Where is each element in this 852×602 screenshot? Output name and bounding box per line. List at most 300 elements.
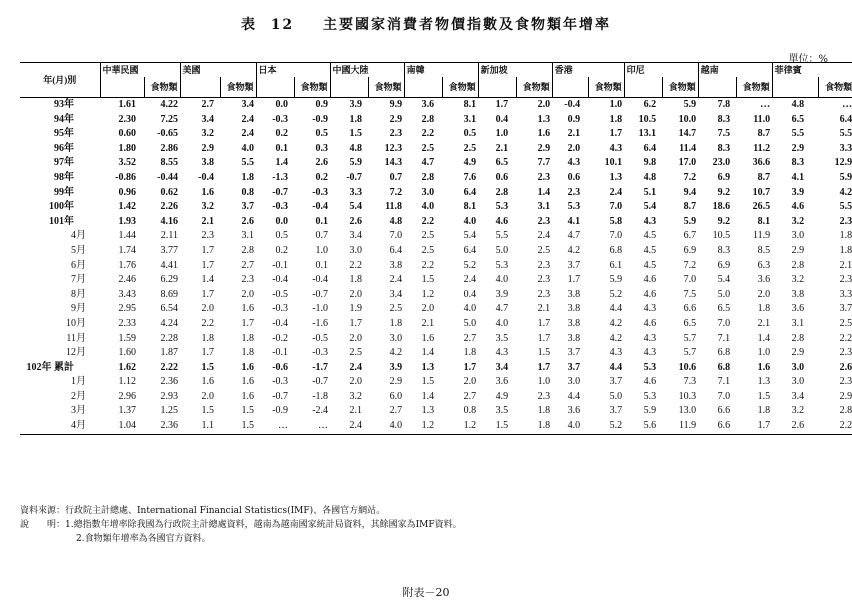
table-row xyxy=(20,142,852,157)
table-cell: 5.3 xyxy=(495,201,509,213)
table-cell: 5.7 xyxy=(683,347,697,359)
table-cell: 2.8 xyxy=(839,405,852,417)
table-cell: 1.2 xyxy=(404,419,436,434)
source-note: 資料來源：行政院主計總處、International Financial Statistics(IMF)、各國官方網站。 xyxy=(20,506,386,516)
table-cell: 7.2 xyxy=(683,259,697,271)
table-cell: 2.22 xyxy=(160,361,179,373)
table-row xyxy=(20,215,852,230)
table-cell: 2.95 xyxy=(118,303,136,315)
table-cell: 1.59 xyxy=(118,332,136,344)
row-label: 3月 xyxy=(71,405,86,417)
table-cell: 2.2 xyxy=(839,332,852,344)
table-cell: 4.0 xyxy=(421,201,435,213)
table-cell: 1.04 xyxy=(100,419,138,434)
table-cell: 3.2 xyxy=(349,390,363,402)
table-cell: 2.4 xyxy=(389,274,403,286)
table-cell: 1.7 xyxy=(201,347,215,359)
table-cell: 1.0 xyxy=(537,376,551,388)
table-cell: 18.6 xyxy=(712,201,731,213)
table-cell: -0.7 xyxy=(312,376,329,388)
table-cell: 4.16 xyxy=(160,215,179,227)
row-label: 8月 xyxy=(71,288,86,300)
table-cell: 1.7 xyxy=(201,288,215,300)
table-cell: 8.3 xyxy=(717,142,731,154)
table-cell: 3.7 xyxy=(241,201,255,213)
table-cell: 2.0 xyxy=(349,376,363,388)
table-cell: 4.5 xyxy=(643,244,657,256)
table-cell: -0.86 xyxy=(115,171,136,183)
table-cell: 8.3 xyxy=(717,244,731,256)
table-cell: 2.46 xyxy=(118,274,136,286)
table-cell: 3.4 xyxy=(791,390,805,402)
table-cell: 3.0 xyxy=(349,244,363,256)
table-cell: -1.8 xyxy=(312,390,329,402)
table-cell: 7.0 xyxy=(389,230,403,242)
table-cell: 4.3 xyxy=(643,215,657,227)
table-row xyxy=(20,273,852,288)
table-cell: 1.8 xyxy=(510,419,552,434)
table-cell: 6.4 xyxy=(463,186,477,198)
table-cell: 8.1 xyxy=(463,99,477,110)
table-cell: 0.8 xyxy=(463,405,477,417)
food-header: 食物類 xyxy=(436,77,478,98)
table-cell: 2.8 xyxy=(241,244,255,256)
table-cell: 4.0 xyxy=(241,142,255,154)
table-row xyxy=(20,390,852,405)
total-index-header xyxy=(330,77,364,98)
table-cell: -0.4 xyxy=(312,201,329,213)
table-cell: 1.6 xyxy=(757,361,771,373)
table-cell: 0.4 xyxy=(463,288,477,300)
table-cell: 7.1 xyxy=(717,376,731,388)
table-cell: 4.6 xyxy=(643,274,657,286)
table-cell: 3.7 xyxy=(839,303,852,315)
table-cell: 3.52 xyxy=(118,157,136,169)
table-cell: 0.5 xyxy=(463,128,477,140)
table-cell: 5.5 xyxy=(495,230,509,242)
table-cell: 7.3 xyxy=(683,376,697,388)
table-cell: 2.3 xyxy=(567,186,581,198)
row-label: 6月 xyxy=(71,259,86,271)
table-cell: 4.8 xyxy=(791,99,805,110)
page-title xyxy=(0,14,852,34)
row-label: 95年 xyxy=(54,128,74,140)
table-cell: 1.0 xyxy=(757,347,771,359)
table-cell: 7.5 xyxy=(717,128,731,140)
table-cell: 1.7 xyxy=(495,99,509,110)
table-cell: 1.7 xyxy=(201,259,215,271)
table-cell: 2.9 xyxy=(201,142,215,154)
table-cell: 10.0 xyxy=(678,113,697,125)
table-cell: 1.3 xyxy=(757,376,771,388)
table-cell: 1.7 xyxy=(537,332,551,344)
table-cell: 3.8 xyxy=(567,288,581,300)
table-cell: 0.1 xyxy=(315,215,329,227)
country-header: 菲律賓 xyxy=(772,63,852,78)
table-cell: 2.3 xyxy=(537,390,551,402)
table-cell: 2.5 xyxy=(421,230,435,242)
table-cell: 1.5 xyxy=(201,405,215,417)
table-cell: 5.9 xyxy=(643,405,657,417)
table-cell: 0.7 xyxy=(315,230,329,242)
table-cell: 3.8 xyxy=(567,317,581,329)
total-index-header xyxy=(772,77,806,98)
country-header: 日本 xyxy=(256,63,330,78)
table-cell: 8.69 xyxy=(160,288,179,300)
table-cell: 2.7 xyxy=(241,259,255,271)
row-label: 93年 xyxy=(54,99,74,110)
table-cell: 2.5 xyxy=(537,244,551,256)
table-cell: 2.2 xyxy=(421,128,435,140)
table-cell: 2.4 xyxy=(463,274,477,286)
table-cell: 3.9 xyxy=(495,288,509,300)
table-cell: 1.5 xyxy=(537,347,551,359)
table-cell: 11.0 xyxy=(753,113,771,125)
table-cell: 4.7 xyxy=(421,157,435,169)
table-cell: 4.7 xyxy=(495,303,509,315)
table-cell: 0.2 xyxy=(315,171,329,183)
table-cell: 5.3 xyxy=(567,201,581,213)
table-cell: 3.5 xyxy=(495,405,509,417)
table-cell: -1.3 xyxy=(272,171,289,183)
table-cell: 3.4 xyxy=(389,288,403,300)
table-cell: 3.7 xyxy=(567,361,581,373)
table-cell: 2.0 xyxy=(463,376,477,388)
table-cell: 26.5 xyxy=(752,201,771,213)
table-cell: 0.6 xyxy=(567,171,581,183)
table-cell: 6.8 xyxy=(717,361,731,373)
table-cell: 11.2 xyxy=(753,142,771,154)
table-cell: 5.2 xyxy=(463,259,477,271)
table-cell: 10.7 xyxy=(752,186,771,198)
table-cell: 2.93 xyxy=(160,390,179,402)
table-cell: 4.22 xyxy=(160,99,179,110)
table-cell: 5.4 xyxy=(717,274,731,286)
table-cell: 3.0 xyxy=(791,376,805,388)
table-cell: 2.30 xyxy=(118,113,136,125)
table-cell: 9.2 xyxy=(717,186,731,198)
table-cell: 2.6 xyxy=(315,157,329,169)
table-cell: 2.2 xyxy=(421,215,435,227)
table-cell: 5.9 xyxy=(683,99,697,110)
table-cell: 7.25 xyxy=(160,113,179,125)
table-cell: 1.6 xyxy=(201,186,215,198)
table-cell: -0.7 xyxy=(312,288,329,300)
table-cell: 0.7 xyxy=(389,171,403,183)
row-label: 11月 xyxy=(66,332,86,344)
table-cell: 1.3 xyxy=(537,113,551,125)
table-cell: 3.3 xyxy=(839,288,852,300)
table-cell: 2.9 xyxy=(389,113,403,125)
table-cell: 2.4 xyxy=(609,186,623,198)
table-cell: 1.7 xyxy=(463,361,477,373)
table-cell: -0.3 xyxy=(312,186,329,198)
table-cell: 5.9 xyxy=(609,274,623,286)
table-cell: 8.7 xyxy=(683,201,697,213)
table-cell: 3.7 xyxy=(567,259,581,271)
table-cell: 5.4 xyxy=(349,201,363,213)
table-cell: 2.7 xyxy=(463,332,477,344)
table-row xyxy=(20,244,852,259)
table-cell: 2.5 xyxy=(421,244,435,256)
total-index-header xyxy=(624,77,658,98)
table-cell: 1.8 xyxy=(839,244,852,256)
table-cell: 0.1 xyxy=(275,142,289,154)
table-cell: 5.5 xyxy=(791,128,805,140)
table-cell: 10.5 xyxy=(638,113,657,125)
table-cell: 4.24 xyxy=(160,317,179,329)
table-cell: 7.0 xyxy=(609,201,623,213)
table-cell: 4.9 xyxy=(495,390,509,402)
table-cell: 6.6 xyxy=(698,419,732,434)
table-row xyxy=(20,375,852,390)
table-cell: 1.7 xyxy=(537,317,551,329)
table-cell: … xyxy=(842,99,852,110)
table-cell: … xyxy=(290,419,330,434)
table-cell: 17.0 xyxy=(678,157,697,169)
table-cell: 0.3 xyxy=(315,142,329,154)
table-cell: 1.8 xyxy=(241,332,255,344)
table-cell: 1.7 xyxy=(609,128,623,140)
table-cell: 7.7 xyxy=(537,157,551,169)
table-cell: 1.42 xyxy=(118,201,136,213)
table-cell: 3.1 xyxy=(537,201,551,213)
table-cell: 2.8 xyxy=(421,113,435,125)
table-cell: 3.2 xyxy=(791,274,805,286)
table-cell: 3.43 xyxy=(118,288,136,300)
food-header: 食物類 xyxy=(732,77,772,98)
row-label: 94年 xyxy=(54,113,74,125)
table-cell: 2.3 xyxy=(537,171,551,183)
table-cell: 1.44 xyxy=(118,230,136,242)
table-cell: 3.8 xyxy=(567,303,581,315)
table-cell: 1.7 xyxy=(567,274,581,286)
table-cell: 7.6 xyxy=(463,171,477,183)
table-cell: 5.9 xyxy=(349,157,363,169)
table-cell: 4.1 xyxy=(567,215,581,227)
table-cell: 2.2 xyxy=(806,419,852,434)
table-row xyxy=(20,317,852,332)
table-cell: 3.8 xyxy=(567,332,581,344)
table-cell: 7.0 xyxy=(717,390,731,402)
total-index-header xyxy=(256,77,290,98)
table-cell: 2.36 xyxy=(160,376,179,388)
table-cell: 1.4 xyxy=(275,157,289,169)
table-cell: 1.5 xyxy=(216,419,256,434)
table-cell: 5.4 xyxy=(463,230,477,242)
table-cell: 1.2 xyxy=(421,288,435,300)
table-cell: 5.0 xyxy=(463,317,477,329)
table-cell: 3.9 xyxy=(349,99,363,110)
table-cell: 2.9 xyxy=(537,142,551,154)
table-cell: 2.4 xyxy=(330,419,364,434)
table-cell: … xyxy=(256,419,290,434)
table-cell: 3.1 xyxy=(463,113,477,125)
row-label: 10月 xyxy=(66,317,86,329)
title-label: 表 xyxy=(240,17,257,33)
table-cell: 1.8 xyxy=(241,171,255,183)
table-cell: -0.4 xyxy=(272,274,289,286)
table-cell: 6.0 xyxy=(389,390,403,402)
table-cell: 3.0 xyxy=(791,230,805,242)
table-cell: 3.2 xyxy=(791,215,805,227)
table-cell: 0.4 xyxy=(495,113,509,125)
table-cell: 1.8 xyxy=(757,303,771,315)
table-cell: 1.8 xyxy=(537,405,551,417)
food-header: 食物類 xyxy=(216,77,256,98)
row-label: 102年 累計 xyxy=(26,361,74,373)
table-cell: 1.62 xyxy=(118,361,136,373)
table-cell: 2.7 xyxy=(463,390,477,402)
row-label: 4月 xyxy=(71,230,86,242)
food-header: 食物類 xyxy=(806,77,852,98)
row-label: 9月 xyxy=(71,303,86,315)
row-label: 97年 xyxy=(54,157,74,169)
table-cell: 4.0 xyxy=(463,215,477,227)
table-cell: 4.8 xyxy=(349,142,363,154)
table-cell: 2.3 xyxy=(839,376,852,388)
table-cell: 4.3 xyxy=(609,347,623,359)
table-cell: -0.3 xyxy=(312,347,329,359)
table-cell: 6.5 xyxy=(717,303,731,315)
table-cell: 3.0 xyxy=(421,186,435,198)
table-cell: 2.33 xyxy=(118,317,136,329)
table-cell: 10.1 xyxy=(604,157,623,169)
table-cell: 6.4 xyxy=(463,244,477,256)
table-cell: 4.2 xyxy=(567,244,581,256)
table-cell: 4.2 xyxy=(609,332,623,344)
table-cell: 1.3 xyxy=(421,405,435,417)
table-cell: 3.6 xyxy=(791,303,805,315)
table-cell: 3.0 xyxy=(567,376,581,388)
table-cell: 0.9 xyxy=(315,99,329,110)
table-cell: -0.7 xyxy=(272,390,289,402)
table-cell: 5.5 xyxy=(241,157,255,169)
table-cell: 4.0 xyxy=(364,419,404,434)
table-cell: 2.36 xyxy=(138,419,180,434)
table-cell: 6.8 xyxy=(609,244,623,256)
row-label: 12月 xyxy=(66,347,86,359)
table-cell: 6.9 xyxy=(717,171,731,183)
table-cell: 2.1 xyxy=(201,215,215,227)
table-cell: 2.0 xyxy=(537,99,551,110)
table-cell: 6.1 xyxy=(609,259,623,271)
table-row xyxy=(20,346,852,361)
table-cell: 4.2 xyxy=(389,347,403,359)
table-cell: 1.0 xyxy=(315,244,329,256)
total-index-header xyxy=(552,77,582,98)
table-cell: 2.5 xyxy=(349,347,363,359)
table-cell: 13.1 xyxy=(638,128,657,140)
row-label: 2月 xyxy=(71,390,86,402)
food-header: 食物類 xyxy=(138,77,180,98)
table-cell: 1.5 xyxy=(757,390,771,402)
table-cell: 4.8 xyxy=(643,171,657,183)
table-cell: 3.7 xyxy=(609,376,623,388)
table-cell: 5.1 xyxy=(643,186,657,198)
table-cell: 9.9 xyxy=(389,99,403,110)
table-cell: -2.4 xyxy=(312,405,329,417)
table-cell: 1.8 xyxy=(389,317,403,329)
table-cell: 2.86 xyxy=(160,142,179,154)
table-cell: -0.44 xyxy=(157,171,179,183)
table-cell: 3.6 xyxy=(757,274,771,286)
table-cell: 10.5 xyxy=(712,230,731,242)
table-cell: 7.0 xyxy=(717,317,731,329)
table-cell: 1.61 xyxy=(118,99,136,110)
table-cell: 8.1 xyxy=(463,201,477,213)
table-cell: 2.0 xyxy=(201,390,215,402)
row-label: 4月 xyxy=(20,419,100,434)
table-cell: 2.0 xyxy=(567,142,581,154)
table-cell: 0.5 xyxy=(315,128,329,140)
table-cell: 2.4 xyxy=(349,361,363,373)
table-cell: 6.29 xyxy=(160,274,179,286)
table-cell: 3.0 xyxy=(389,332,403,344)
table-cell: 0.1 xyxy=(315,259,329,271)
country-header: 印尼 xyxy=(624,63,698,78)
table-cell: 9.8 xyxy=(643,157,657,169)
table-cell: 2.3 xyxy=(389,128,403,140)
table-cell: 1.8 xyxy=(609,113,623,125)
table-cell: 1.6 xyxy=(201,376,215,388)
table-cell: -0.6 xyxy=(272,361,289,373)
table-cell: 4.41 xyxy=(160,259,179,271)
table-cell: 1.93 xyxy=(118,215,136,227)
table-cell: 2.0 xyxy=(757,288,771,300)
table-cell: 6.7 xyxy=(683,230,697,242)
table-cell: -0.5 xyxy=(312,332,329,344)
row-label: 101年 xyxy=(49,215,74,227)
table-cell: 1.0 xyxy=(609,99,623,110)
table-cell: 6.6 xyxy=(683,303,697,315)
table-cell: … xyxy=(760,99,771,110)
table-row xyxy=(20,259,852,274)
table-cell: 2.0 xyxy=(421,303,435,315)
table-cell: -0.1 xyxy=(272,347,289,359)
table-cell: -1.7 xyxy=(312,361,329,373)
table-cell: 6.5 xyxy=(683,317,697,329)
table-cell: 3.3 xyxy=(839,142,852,154)
table-cell: 3.8 xyxy=(201,157,215,169)
table-cell: -0.3 xyxy=(272,113,289,125)
country-header: 新加坡 xyxy=(478,63,552,78)
table-cell: 2.9 xyxy=(389,376,403,388)
country-header: 越南 xyxy=(698,63,772,78)
table-cell: 4.3 xyxy=(643,347,657,359)
table-cell: 3.1 xyxy=(791,317,805,329)
table-cell: 3.7 xyxy=(609,405,623,417)
table-cell: 4.3 xyxy=(643,332,657,344)
table-cell: 5.0 xyxy=(717,288,731,300)
total-index-header xyxy=(404,77,436,98)
table-cell: 5.4 xyxy=(643,201,657,213)
table-cell: 2.2 xyxy=(201,317,215,329)
table-cell: 2.0 xyxy=(241,288,255,300)
table-row xyxy=(20,156,852,171)
table-cell: 2.5 xyxy=(421,142,435,154)
table-cell: 2.3 xyxy=(537,288,551,300)
cpi-table xyxy=(20,62,852,435)
table-cell: 2.8 xyxy=(421,171,435,183)
table-cell: 2.1 xyxy=(537,303,551,315)
table-cell: 6.2 xyxy=(643,99,657,110)
table-cell: 4.8 xyxy=(389,215,403,227)
table-cell: 4.4 xyxy=(567,390,581,402)
table-row xyxy=(20,229,852,244)
table-cell: 4.1 xyxy=(791,171,805,183)
table-cell: 7.5 xyxy=(683,288,697,300)
